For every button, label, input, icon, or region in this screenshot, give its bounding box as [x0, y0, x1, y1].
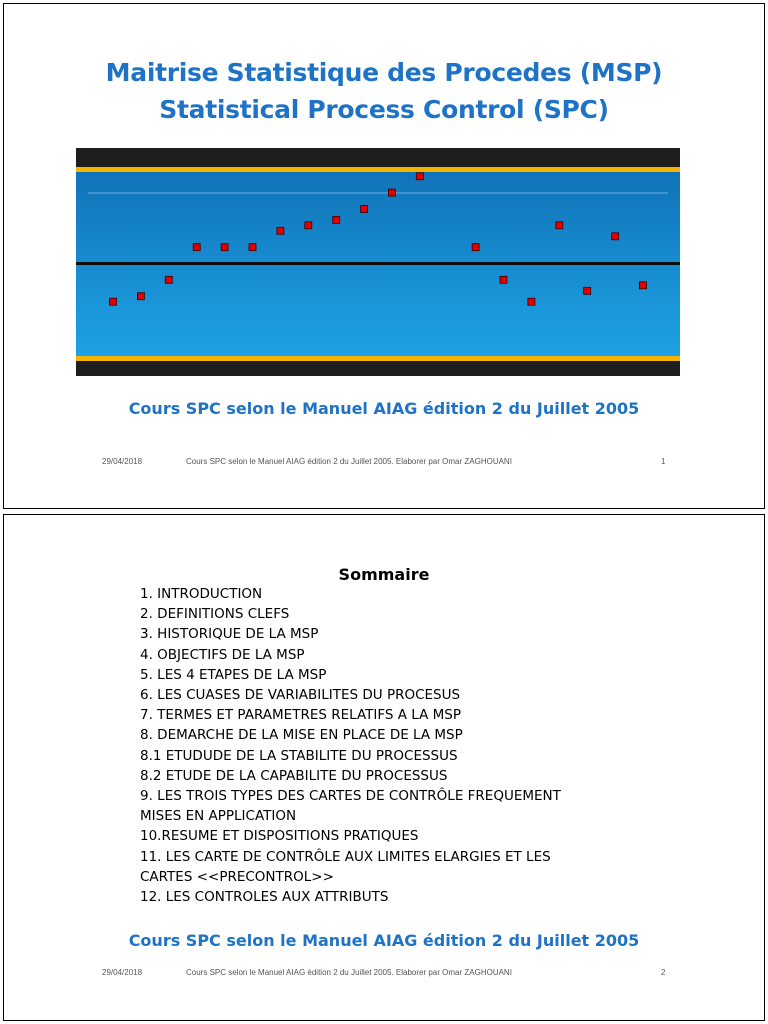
- data-point: [528, 298, 535, 305]
- toc-item: 1. INTRODUCTION: [140, 586, 263, 602]
- data-point: [472, 244, 479, 251]
- toc-item: 8.1 ETUDUDE DE LA STABILITE DU PROCESSUS: [140, 747, 458, 764]
- data-point: [612, 233, 619, 240]
- toc-item: 8. DEMARCHE DE LA MISE EN PLACE DE LA MSP: [140, 727, 463, 744]
- slide1-footer-date: 29/04/2018: [102, 457, 143, 466]
- slide2-subtitle: Cours SPC selon le Manuel AIAG édition 2 du Juillet 2005: [128, 931, 640, 950]
- slide2-footer-text: Cours SPC selon le Manuel AIAG édition 2 du Juillet 2005. Elaborer par Omar ZAGHOUANI: [186, 968, 512, 977]
- data-point: [221, 244, 228, 251]
- data-point: [556, 222, 563, 229]
- toc-item: MISES EN APPLICATION: [140, 808, 297, 825]
- data-point: [584, 287, 591, 294]
- data-point: [165, 276, 172, 283]
- toc-item: 8.2 ETUDE DE LA CAPABILITE DU PROCESSUS: [140, 767, 448, 784]
- data-point: [416, 173, 423, 180]
- toc-item: 6. LES CUASES DE VARIABILITES DU PROCESUS: [140, 687, 461, 704]
- slide1-page-number: 1: [661, 457, 666, 466]
- lower-limit-line: [76, 356, 680, 361]
- toc-item: 7. TERMES ET PARAMETRES RELATIFS A LA MSP: [140, 707, 461, 724]
- toc-item: 10.RESUME ET DISPOSITIONS PRATIQUES: [140, 828, 419, 845]
- center-line: [76, 262, 680, 265]
- data-point: [640, 282, 647, 289]
- slide1-title-line1: Maitrise Statistique des Procedes (MSP): [105, 58, 663, 87]
- slide1-subtitle: Cours SPC selon le Manuel AIAG édition 2 du Juillet 2005: [128, 399, 640, 418]
- data-point: [388, 189, 395, 196]
- data-point: [305, 222, 312, 229]
- toc-item: 11. LES CARTE DE CONTRÔLE AUX LIMITES ELARGIES ET LES: [140, 848, 551, 865]
- data-point: [361, 206, 368, 213]
- toc-item: CARTES <<PRECONTROL>>: [140, 868, 334, 885]
- slide2-footer-date: 29/04/2018: [102, 968, 143, 977]
- toc-item: 9. LES TROIS TYPES DES CARTES DE CONTRÔLE FREQUEMENT: [140, 788, 561, 805]
- data-point: [249, 244, 256, 251]
- slide2-page-number: 2: [661, 968, 666, 977]
- slide1-footer-text: Cours SPC selon le Manuel AIAG édition 2 du Juillet 2005. Elaborer par Omar ZAGHOUANI: [186, 457, 512, 466]
- data-point: [110, 298, 117, 305]
- toc-item: 2. DEFINITIONS CLEFS: [140, 606, 290, 623]
- toc-item: 3. HISTORIQUE DE LA MSP: [140, 626, 319, 643]
- toc-heading: Sommaire: [338, 565, 430, 584]
- data-point: [137, 293, 144, 300]
- data-point: [500, 276, 507, 283]
- control-chart: [76, 148, 680, 376]
- slide1-title-line2: Statistical Process Control (SPC): [159, 95, 609, 124]
- upper-limit-line: [76, 167, 680, 172]
- data-point: [193, 244, 200, 251]
- data-point: [277, 227, 284, 234]
- toc-list: [140, 584, 610, 907]
- toc-item: 12. LES CONTROLES AUX ATTRIBUTS: [140, 889, 389, 906]
- toc-item: 4. OBJECTIFS DE LA MSP: [140, 646, 305, 663]
- toc-item: 5. LES 4 ETAPES DE LA MSP: [140, 666, 327, 683]
- data-point: [333, 216, 340, 223]
